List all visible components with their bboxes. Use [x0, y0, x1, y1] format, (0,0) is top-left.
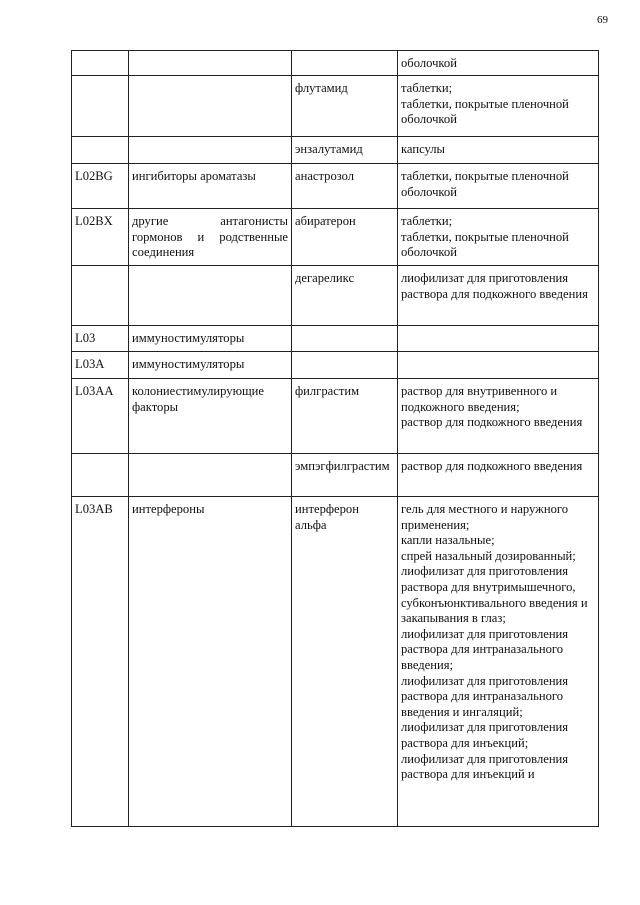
group-cell — [129, 51, 292, 76]
table-row — [72, 51, 599, 76]
form-cell — [398, 164, 599, 209]
substance-cell — [292, 454, 398, 497]
atc-code-cell — [72, 379, 129, 454]
atc-code-cell — [72, 352, 129, 379]
substance-cell — [292, 51, 398, 76]
group-cell — [129, 352, 292, 379]
group-cell — [129, 266, 292, 326]
substance-cell — [292, 352, 398, 379]
table-row — [72, 379, 599, 454]
group-cell — [129, 454, 292, 497]
substance-cell — [292, 266, 398, 326]
atc-code: L03A — [75, 357, 105, 371]
atc-code-cell — [72, 164, 129, 209]
form-cell — [398, 326, 599, 352]
group-cell — [129, 137, 292, 164]
atc-code-cell — [72, 137, 129, 164]
substance-cell — [292, 164, 398, 209]
table-row — [72, 352, 599, 379]
substance-cell — [292, 137, 398, 164]
substance-cell — [292, 209, 398, 266]
drug-table — [71, 50, 599, 827]
form-cell — [398, 266, 599, 326]
form-cell — [398, 352, 599, 379]
atc-code: L03AB — [75, 502, 113, 516]
group-cell — [129, 209, 292, 266]
form-cell — [398, 209, 599, 266]
form-cell — [398, 51, 599, 76]
substance-name: интерферон альфа — [295, 502, 359, 532]
atc-code-cell — [72, 76, 129, 137]
atc-code-cell — [72, 497, 129, 827]
atc-code-cell — [72, 266, 129, 326]
atc-code: L03 — [75, 331, 96, 345]
substance-cell — [292, 326, 398, 352]
form-cell — [398, 497, 599, 827]
substance-name: абиратерон — [295, 214, 356, 228]
substance-name: дегареликс — [295, 271, 355, 285]
table-row — [72, 497, 599, 827]
atc-code-cell — [72, 51, 129, 76]
group-name: интерфероны — [132, 502, 205, 516]
dosage-form: капсулы — [401, 142, 446, 156]
group-cell — [129, 497, 292, 827]
dosage-form: таблетки; таблетки, покрытые пленочной оболочкой — [401, 81, 569, 127]
group-cell — [129, 379, 292, 454]
table-row — [72, 266, 599, 326]
form-cell — [398, 454, 599, 497]
group-name: иммуностимуляторы — [132, 331, 245, 345]
dosage-form: оболочкой — [401, 56, 457, 70]
group-cell — [129, 164, 292, 209]
substance-name: флутамид — [295, 81, 348, 95]
substance-cell — [292, 76, 398, 137]
substance-name: анастрозол — [295, 169, 355, 183]
group-name: другие антагонисты гормонов и родственные соединения — [132, 214, 288, 260]
table-row — [72, 137, 599, 164]
substance-name: энзалутамид — [295, 142, 363, 156]
atc-code-cell — [72, 454, 129, 497]
group-name: иммуностимуляторы — [132, 357, 245, 371]
dosage-form: раствор для подкожного введения — [401, 459, 583, 473]
substance-cell — [292, 497, 398, 827]
group-name: колониестимулирующие факторы — [132, 384, 265, 414]
dosage-form: раствор для внутривенного и подкожного введения; раствор для подкожного введения — [401, 384, 583, 430]
atc-code: L02BG — [75, 169, 113, 183]
substance-name: эмпэгфилграстим — [295, 459, 390, 473]
dosage-form: таблетки, покрытые пленочной оболочкой — [401, 169, 569, 199]
substance-name: филграстим — [295, 384, 360, 398]
table-row — [72, 454, 599, 497]
atc-code-cell — [72, 209, 129, 266]
dosage-form: таблетки; таблетки, покрытые пленочной оболочкой — [401, 214, 569, 260]
group-cell — [129, 326, 292, 352]
page-number: 69 — [597, 14, 608, 26]
group-cell — [129, 76, 292, 137]
form-cell — [398, 379, 599, 454]
table-row — [72, 209, 599, 266]
substance-cell — [292, 379, 398, 454]
table-row — [72, 76, 599, 137]
form-cell — [398, 137, 599, 164]
table-row — [72, 326, 599, 352]
atc-code: L03AA — [75, 384, 114, 398]
atc-code: L02BX — [75, 214, 113, 228]
dosage-form: гель для местного и наружного применения; капли назальные; спрей назальный дозированный; лиофилизат для приготовления раствора для внутримышечного, субконъюнктивального введения и закапывания в глаз; лиофилизат для приготовления раствора для интраназального введения; лиофилизат для приготовления раствора для интраназального введения и ингаляций; лиофилизат для приготовления раствора для инъекций; лиофилизат для приготовления раствора для инъекций и — [401, 502, 588, 782]
dosage-form: лиофилизат для приготовления раствора для подкожного введения — [401, 271, 588, 301]
table-row — [72, 164, 599, 209]
atc-code-cell — [72, 326, 129, 352]
form-cell — [398, 76, 599, 137]
group-name: ингибиторы ароматазы — [132, 169, 256, 183]
